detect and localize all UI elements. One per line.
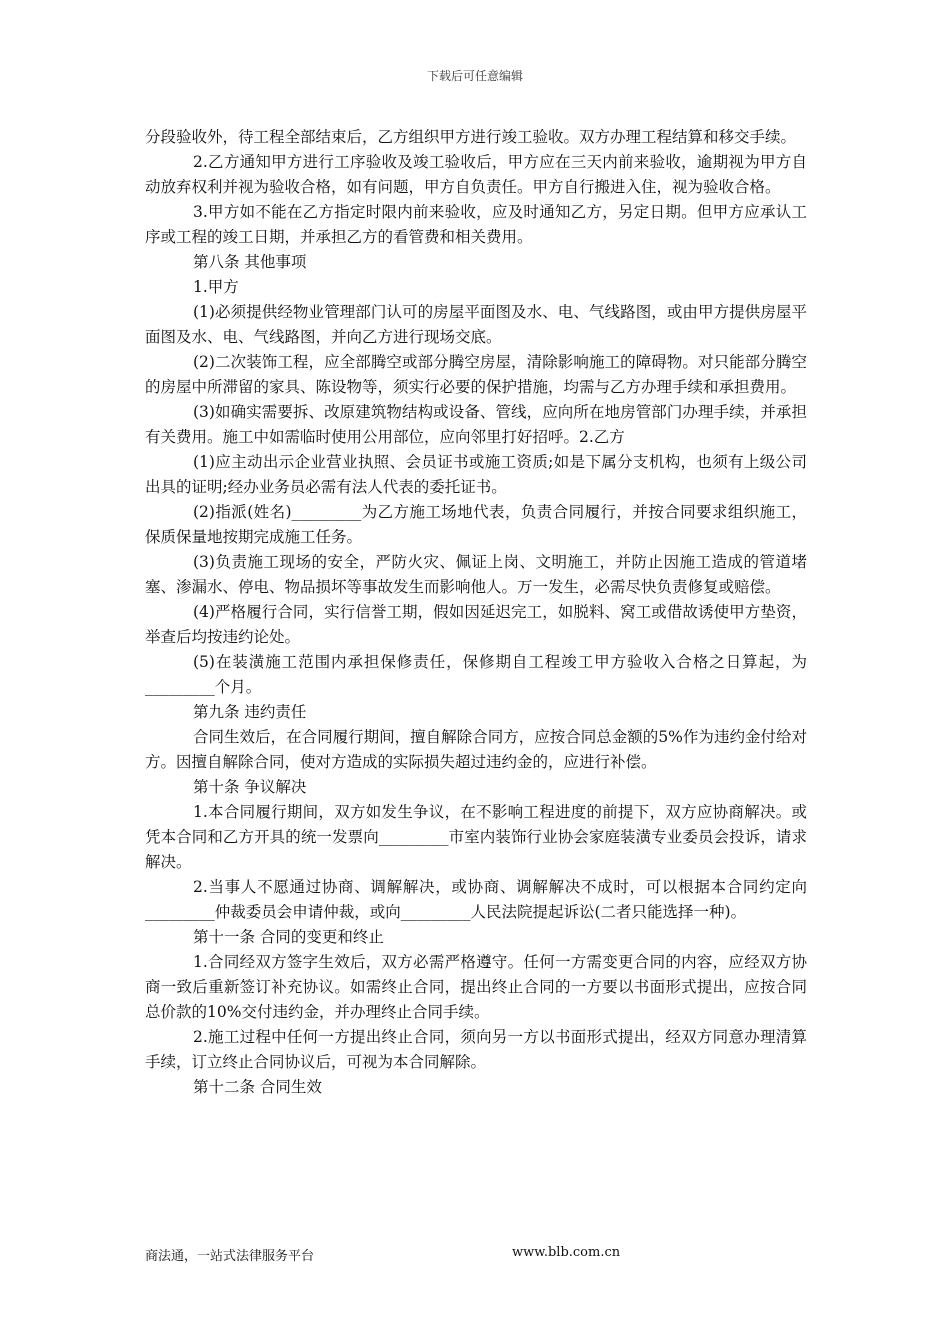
paragraph: (2)指派(姓名)_________为乙方施工场地代表，负责合同履行，并按合同要求组织施工，保质保量地按期完成施工任务。 [145, 503, 807, 546]
paragraph: (2)二次装饰工程，应全部腾空或部分腾空房屋，清除影响施工的障碍物。对只能部分腾空的房屋中所滞留的家具、陈设物等，须实行必要的保护措施，均需与乙方办理手续和承担费用。 [145, 353, 807, 396]
section-heading: 第十二条 合同生效 [193, 1078, 322, 1096]
paragraph: 2.当事人不愿通过协商、调解解决，或协商、调解解决不成时，可以根据本合同约定向_________仲裁委员会申请仲裁，或向_________人民法院提起诉讼(二者只能选择一种)。 [145, 878, 807, 921]
paragraph: (5)在装潢施工范围内承担保修责任，保修期自工程竣工甲方验收入合格之日算起，为_________个月。 [145, 653, 807, 696]
paragraph: 3.甲方如不能在乙方指定时限内前来验收，应及时通知乙方，另定日期。但甲方应承认工序或工程的竣工日期，并承担乙方的看管费和相关费用。 [145, 203, 807, 246]
paragraph: 分段验收外，待工程全部结束后，乙方组织甲方进行竣工验收。双方办理工程结算和移交手续。 [145, 128, 797, 146]
page-header: 下载后可任意编辑 [426, 69, 523, 83]
paragraph: 2.乙方通知甲方进行工序验收及竣工验收后，甲方应在三天内前来验收，逾期视为甲方自动放弃权利并视为验收合格，如有问题，甲方自负责任。甲方自行搬进入住，视为验收合格。 [145, 153, 807, 196]
footer-url: www.blb.com.cn [512, 1245, 621, 1260]
paragraph: (3)负责施工现场的安全，严防火灾、佩证上岗、文明施工，并防止因施工造成的管道堵塞、渗漏水、停电、物品损坏等事故发生而影响他人。万一发生，必需尽快负责修复或赔偿。 [145, 553, 807, 596]
paragraph: (3)如确实需要拆、改原建筑物结构或设备、管线，应向所在地房管部门办理手续，并承担有关费用。施工中如需临时使用公用部位，应向邻里打好招呼。2.乙方 [145, 403, 807, 446]
paragraph: 合同生效后，在合同履行期间，擅自解除合同方，应按合同总金额的5%作为违约金付给对方。因擅自解除合同，使对方造成的实际损失超过违约金的，应进行补偿。 [145, 728, 807, 771]
footer-brand: 商法通，一站式法律服务平台 [145, 1249, 315, 1264]
section-heading: 第十条 争议解决 [193, 778, 307, 796]
section-heading: 第九条 违约责任 [193, 703, 307, 721]
paragraph: 1.甲方 [193, 278, 239, 296]
paragraph: 1.本合同履行期间，双方如发生争议，在不影响工程进度的前提下，双方应协商解决。或凭本合同和乙方开具的统一发票向_________市室内装饰行业协会家庭装潢专业委员会投诉，请求解决。 [145, 803, 807, 871]
paragraph: 2.施工过程中任何一方提出终止合同，须向另一方以书面形式提出，经双方同意办理清算手续，订立终止合同协议后，可视为本合同解除。 [145, 1028, 807, 1071]
paragraph: (4)严格履行合同，实行信誉工期，假如因延迟完工，如脱料、窝工或借故诱使甲方垫资，举查后均按违约论处。 [145, 603, 807, 646]
paragraph: (1)必须提供经物业管理部门认可的房屋平面图及水、电、气线路图，或由甲方提供房屋平面图及水、电、气线路图，并向乙方进行现场交底。 [145, 303, 807, 346]
section-heading: 第八条 其他事项 [193, 253, 307, 271]
document-body [145, 125, 807, 1100]
section-heading: 第十一条 合同的变更和终止 [193, 928, 384, 946]
paragraph: (1)应主动出示企业营业执照、会员证书或施工资质;如是下属分支机构，也须有上级公司出具的证明;经办业务员必需有法人代表的委托证书。 [145, 453, 807, 496]
paragraph: 1.合同经双方签字生效后，双方必需严格遵守。任何一方需变更合同的内容，应经双方协商一致后重新签订补充协议。如需终止合同，提出终止合同的一方要以书面形式提出，应按合同总价款的10%交付违约金，并办理终止合同手续。 [145, 953, 807, 1021]
